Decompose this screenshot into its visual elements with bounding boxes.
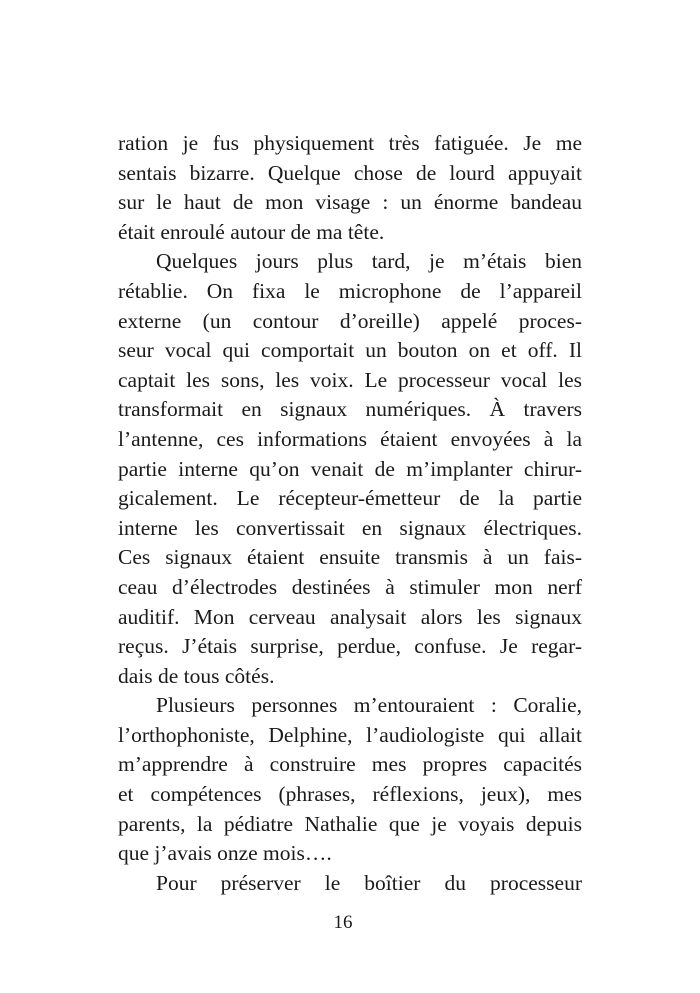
paragraph-3 <box>118 691 582 869</box>
text-line: rétablie. On fixa le microphone de l’appareil <box>118 278 582 303</box>
text-line: que j’avais onze mois…. <box>118 841 332 866</box>
text-line: seur vocal qui comportait un bouton on et off. Il <box>118 338 582 363</box>
paragraph-1 <box>118 129 582 247</box>
text-line: sur le haut de mon visage : un énorme bandeau <box>118 190 582 215</box>
text-line: Plusieurs personnes m’entouraient : Coralie, <box>156 693 582 718</box>
text-line: ration je fus physiquement très fatiguée. Je me <box>118 131 582 155</box>
text-line: Quelques jours plus tard, je m’étais bien <box>156 249 582 274</box>
paragraph-2 <box>118 247 582 691</box>
text-line: Pour préserver le boîtier du processeur <box>156 870 582 895</box>
text-line: l’antenne, ces informations étaient envoyées à la <box>118 426 582 451</box>
text-line: et compétences (phrases, réflexions, jeux), mes <box>118 782 582 807</box>
text-line: Ces signaux étaient ensuite transmis à un fais- <box>118 545 582 570</box>
text-line: l’orthophoniste, Delphine, l’audiologiste qui allait <box>118 722 582 747</box>
text-line: transformait en signaux numériques. À travers <box>118 397 582 422</box>
text-line: auditif. Mon cerveau analysait alors les signaux <box>118 604 582 629</box>
text-line: m’apprendre à construire mes propres capacités <box>118 752 582 777</box>
text-line: captait les sons, les voix. Le processeur vocal les <box>118 367 582 392</box>
text-line: était enroulé autour de ma tête. <box>118 219 385 244</box>
text-line: sentais bizarre. Quelque chose de lourd appuyait <box>118 160 582 185</box>
text-line: externe (un contour d’oreille) appelé proces- <box>118 308 582 333</box>
page-body <box>118 129 582 898</box>
page-number: 16 <box>333 912 353 933</box>
text-line: interne les convertissait en signaux électriques. <box>118 515 582 540</box>
text-line: reçus. J’étais surprise, perdue, confuse. Je regar- <box>118 634 582 659</box>
text-line: parents, la pédiatre Nathalie que je voyais depuis <box>118 811 582 836</box>
text-line: partie interne qu’on venait de m’implanter chirur- <box>118 456 582 481</box>
text-line: ceau d’électrodes destinées à stimuler mon nerf <box>118 574 582 599</box>
text-line: dais de tous côtés. <box>118 663 275 688</box>
paragraph-4 <box>118 869 582 899</box>
text-line: gicalement. Le récepteur-émetteur de la partie <box>118 486 582 511</box>
